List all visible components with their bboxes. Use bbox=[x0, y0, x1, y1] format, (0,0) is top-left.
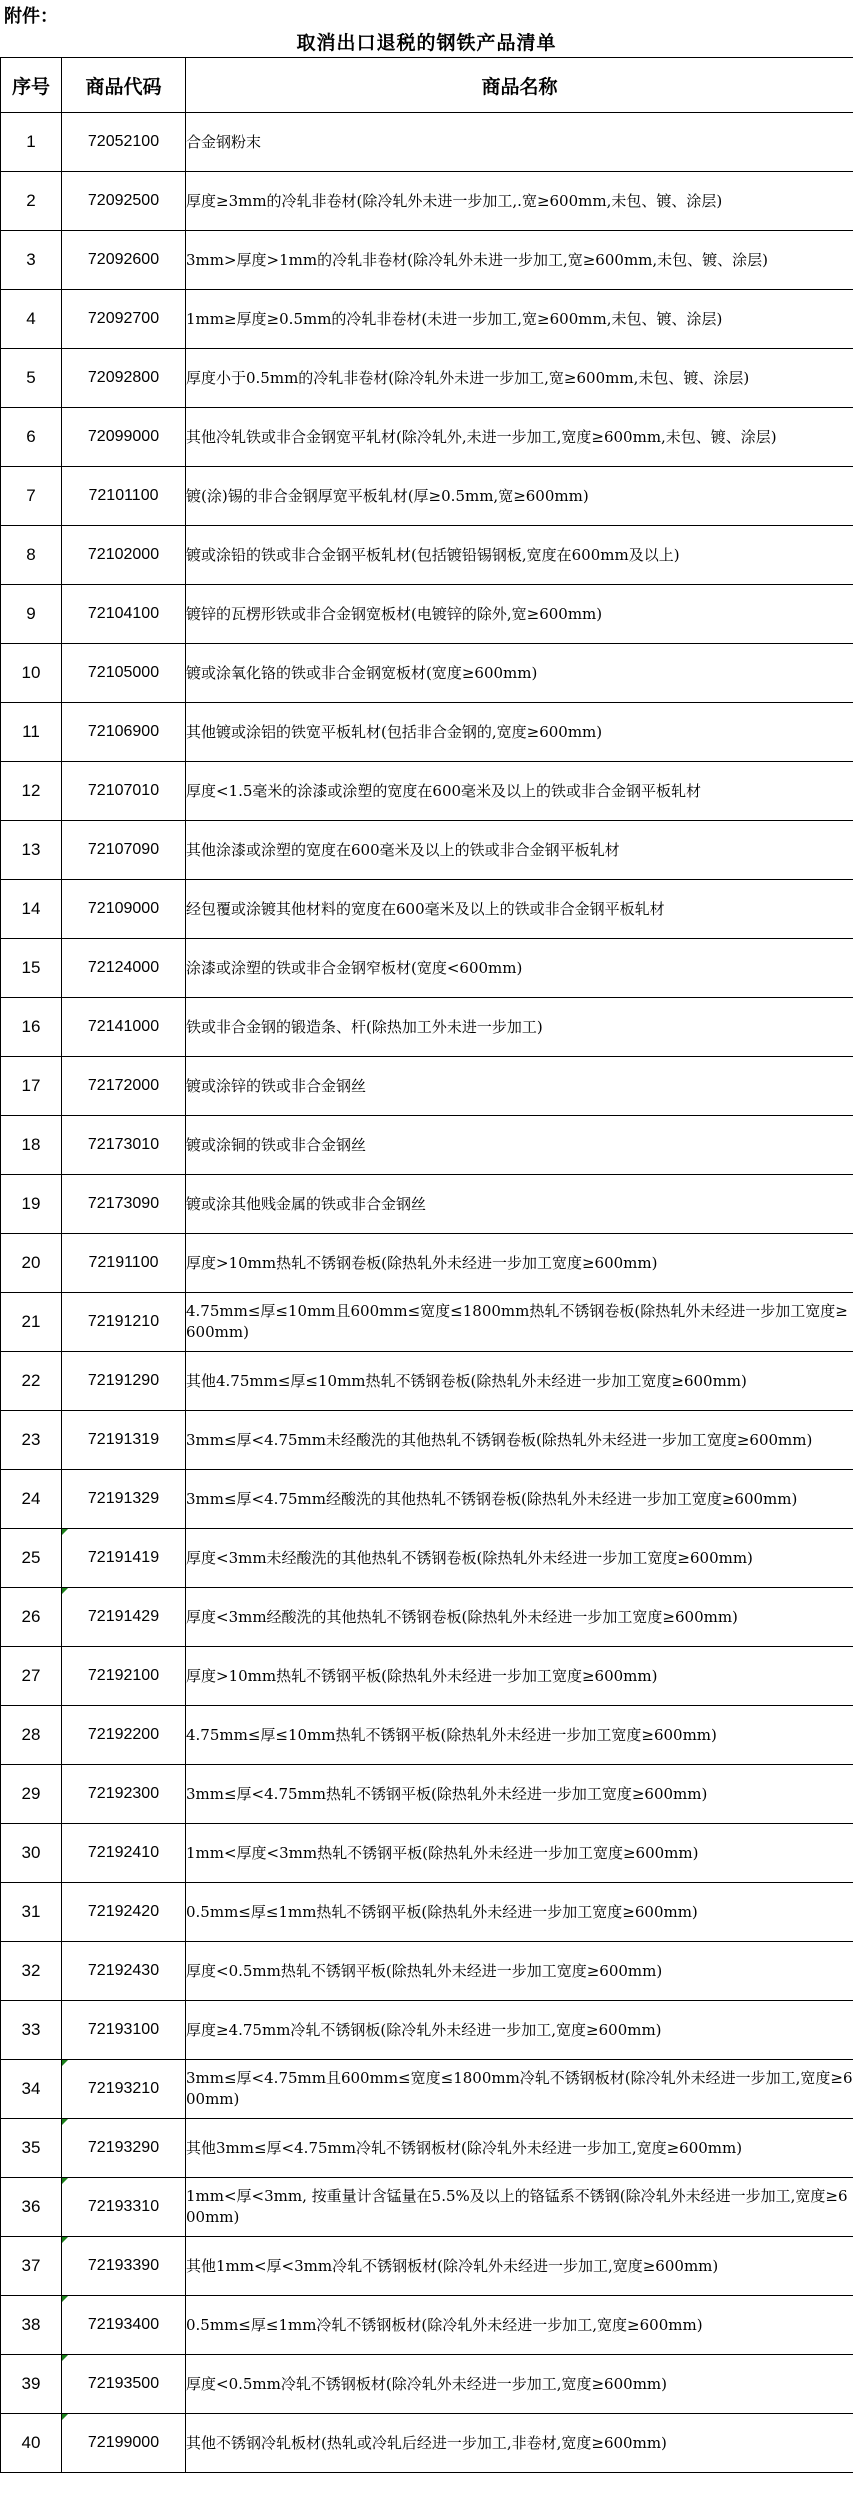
product-code-cell: 72193210 bbox=[62, 2060, 186, 2119]
product-code-cell: 72191319 bbox=[62, 1411, 186, 1470]
product-code-cell: 72101100 bbox=[62, 467, 186, 526]
table-row bbox=[1, 2237, 853, 2296]
serial-number-cell: 3 bbox=[1, 231, 62, 290]
document-title: 取消出口退税的钢铁产品清单 bbox=[296, 32, 557, 54]
serial-number-cell: 5 bbox=[1, 349, 62, 408]
table-row bbox=[1, 585, 853, 644]
table-row bbox=[1, 1293, 853, 1352]
product-code-cell: 72102000 bbox=[62, 526, 186, 585]
table-header-row bbox=[1, 58, 853, 113]
column-header-code: 商品代码 bbox=[62, 58, 186, 113]
product-name-cell: 4.75mm≤厚≤10mm热轧不锈钢平板(除热轧外未经进一步加工宽度≥600mm) bbox=[186, 1706, 853, 1765]
product-code-cell: 72141000 bbox=[62, 998, 186, 1057]
table-row bbox=[1, 526, 853, 585]
product-code-cell: 72191329 bbox=[62, 1470, 186, 1529]
product-name-cell: 其他镀或涂铝的铁宽平板轧材(包括非合金钢的,宽度≥600mm) bbox=[186, 703, 853, 762]
serial-number-cell: 24 bbox=[1, 1470, 62, 1529]
product-name-cell: 0.5mm≤厚≤1mm热轧不锈钢平板(除热轧外未经进一步加工宽度≥600mm) bbox=[186, 1883, 853, 1942]
attachment-label: 附件： bbox=[4, 6, 58, 27]
serial-number-cell: 32 bbox=[1, 1942, 62, 2001]
serial-number-cell: 21 bbox=[1, 1293, 62, 1352]
serial-number-cell: 20 bbox=[1, 1234, 62, 1293]
table-row bbox=[1, 1942, 853, 2001]
serial-number-cell: 16 bbox=[1, 998, 62, 1057]
table-row bbox=[1, 290, 853, 349]
product-name-cell: 其他不锈钢冷轧板材(热轧或冷轧后经进一步加工,非卷材,宽度≥600mm) bbox=[186, 2414, 853, 2473]
serial-number-cell: 27 bbox=[1, 1647, 62, 1706]
serial-number-cell: 13 bbox=[1, 821, 62, 880]
product-name-cell: 3mm≤厚<4.75mm未经酸洗的其他热轧不锈钢卷板(除热轧外未经进一步加工宽度≥600mm) bbox=[186, 1411, 853, 1470]
serial-number-cell: 17 bbox=[1, 1057, 62, 1116]
product-code-cell: 72193310 bbox=[62, 2178, 186, 2237]
product-code-cell: 72191290 bbox=[62, 1352, 186, 1411]
serial-number-cell: 36 bbox=[1, 2178, 62, 2237]
serial-number-cell: 2 bbox=[1, 172, 62, 231]
serial-number-cell: 19 bbox=[1, 1175, 62, 1234]
product-name-cell: 厚度<3mm未经酸洗的其他热轧不锈钢卷板(除热轧外未经进一步加工宽度≥600mm) bbox=[186, 1529, 853, 1588]
product-name-cell: 其他涂漆或涂塑的宽度在600毫米及以上的铁或非合金钢平板轧材 bbox=[186, 821, 853, 880]
product-code-cell: 72052100 bbox=[62, 113, 186, 172]
serial-number-cell: 31 bbox=[1, 1883, 62, 1942]
product-code-cell: 72199000 bbox=[62, 2414, 186, 2473]
product-name-cell: 其他1mm<厚<3mm冷轧不锈钢板材(除冷轧外未经进一步加工,宽度≥600mm) bbox=[186, 2237, 853, 2296]
serial-number-cell: 18 bbox=[1, 1116, 62, 1175]
table-row bbox=[1, 349, 853, 408]
product-name-cell: 镀锌的瓦楞形铁或非合金钢宽板材(电镀锌的除外,宽≥600mm) bbox=[186, 585, 853, 644]
serial-number-cell: 23 bbox=[1, 1411, 62, 1470]
serial-number-cell: 10 bbox=[1, 644, 62, 703]
table-row bbox=[1, 644, 853, 703]
product-code-cell: 72107090 bbox=[62, 821, 186, 880]
serial-number-cell: 28 bbox=[1, 1706, 62, 1765]
product-name-cell: 镀或涂氧化铬的铁或非合金钢宽板材(宽度≥600mm) bbox=[186, 644, 853, 703]
table-row bbox=[1, 1706, 853, 1765]
product-code-cell: 72092700 bbox=[62, 290, 186, 349]
table-row bbox=[1, 2060, 853, 2119]
product-name-cell: 1mm≥厚度≥0.5mm的冷轧非卷材(未进一步加工,宽≥600mm,未包、镀、涂层) bbox=[186, 290, 853, 349]
product-name-cell: 涂漆或涂塑的铁或非合金钢窄板材(宽度<600mm) bbox=[186, 939, 853, 998]
serial-number-cell: 40 bbox=[1, 2414, 62, 2473]
product-name-cell: 厚度<0.5mm热轧不锈钢平板(除热轧外未经进一步加工宽度≥600mm) bbox=[186, 1942, 853, 2001]
product-code-cell: 72192300 bbox=[62, 1765, 186, 1824]
product-name-cell: 厚度>10mm热轧不锈钢平板(除热轧外未经进一步加工宽度≥600mm) bbox=[186, 1647, 853, 1706]
table-row bbox=[1, 2001, 853, 2060]
product-name-cell: 镀(涂)锡的非合金钢厚宽平板轧材(厚≥0.5mm,宽≥600mm) bbox=[186, 467, 853, 526]
product-code-cell: 72192100 bbox=[62, 1647, 186, 1706]
product-name-cell: 厚度≥4.75mm冷轧不锈钢板(除冷轧外未经进一步加工,宽度≥600mm) bbox=[186, 2001, 853, 2060]
serial-number-cell: 8 bbox=[1, 526, 62, 585]
serial-number-cell: 30 bbox=[1, 1824, 62, 1883]
product-name-cell: 0.5mm≤厚≤1mm冷轧不锈钢板材(除冷轧外未经进一步加工,宽度≥600mm) bbox=[186, 2296, 853, 2355]
serial-number-cell: 38 bbox=[1, 2296, 62, 2355]
table-row bbox=[1, 2355, 853, 2414]
product-code-cell: 72192420 bbox=[62, 1883, 186, 1942]
table-row bbox=[1, 113, 853, 172]
product-code-cell: 72099000 bbox=[62, 408, 186, 467]
product-code-cell: 72104100 bbox=[62, 585, 186, 644]
table-row bbox=[1, 1411, 853, 1470]
product-code-cell: 72124000 bbox=[62, 939, 186, 998]
serial-number-cell: 6 bbox=[1, 408, 62, 467]
product-code-cell: 72191429 bbox=[62, 1588, 186, 1647]
table-row bbox=[1, 1765, 853, 1824]
product-code-cell: 72173010 bbox=[62, 1116, 186, 1175]
product-code-cell: 72092600 bbox=[62, 231, 186, 290]
product-name-cell: 镀或涂其他贱金属的铁或非合金钢丝 bbox=[186, 1175, 853, 1234]
product-code-cell: 72107010 bbox=[62, 762, 186, 821]
table-row bbox=[1, 1352, 853, 1411]
page-header bbox=[0, 0, 853, 57]
table-row bbox=[1, 1470, 853, 1529]
product-name-cell: 厚度<3mm经酸洗的其他热轧不锈钢卷板(除热轧外未经进一步加工宽度≥600mm) bbox=[186, 1588, 853, 1647]
product-name-cell: 3mm>厚度>1mm的冷轧非卷材(除冷轧外未进一步加工,宽≥600mm,未包、镀、涂层) bbox=[186, 231, 853, 290]
product-name-cell: 3mm≤厚<4.75mm且600mm≤宽度≤1800mm冷轧不锈钢板材(除冷轧外未经进一步加工,宽度≥600mm) bbox=[186, 2060, 853, 2119]
product-code-cell: 72105000 bbox=[62, 644, 186, 703]
product-name-cell: 厚度≥3mm的冷轧非卷材(除冷轧外未进一步加工,.宽≥600mm,未包、镀、涂层) bbox=[186, 172, 853, 231]
serial-number-cell: 29 bbox=[1, 1765, 62, 1824]
serial-number-cell: 39 bbox=[1, 2355, 62, 2414]
product-code-cell: 72106900 bbox=[62, 703, 186, 762]
table-row bbox=[1, 1824, 853, 1883]
product-name-cell: 其他冷轧铁或非合金钢宽平轧材(除冷轧外,未进一步加工,宽度≥600mm,未包、镀、涂层) bbox=[186, 408, 853, 467]
product-name-cell: 1mm<厚度<3mm热轧不锈钢平板(除热轧外未经进一步加工宽度≥600mm) bbox=[186, 1824, 853, 1883]
table-row bbox=[1, 939, 853, 998]
product-name-cell: 其他4.75mm≤厚≤10mm热轧不锈钢卷板(除热轧外未经进一步加工宽度≥600mm) bbox=[186, 1352, 853, 1411]
serial-number-cell: 15 bbox=[1, 939, 62, 998]
product-name-cell: 合金钢粉末 bbox=[186, 113, 853, 172]
table-row bbox=[1, 1588, 853, 1647]
product-code-cell: 72191100 bbox=[62, 1234, 186, 1293]
serial-number-cell: 22 bbox=[1, 1352, 62, 1411]
table-row bbox=[1, 172, 853, 231]
table-row bbox=[1, 1529, 853, 1588]
serial-number-cell: 37 bbox=[1, 2237, 62, 2296]
product-name-cell: 镀或涂锌的铁或非合金钢丝 bbox=[186, 1057, 853, 1116]
product-code-cell: 72173090 bbox=[62, 1175, 186, 1234]
column-header-serial: 序号 bbox=[1, 58, 62, 113]
product-table bbox=[0, 57, 853, 2473]
table-row bbox=[1, 1647, 853, 1706]
table-row bbox=[1, 231, 853, 290]
table-row bbox=[1, 2119, 853, 2178]
product-name-cell: 3mm≤厚<4.75mm热轧不锈钢平板(除热轧外未经进一步加工宽度≥600mm) bbox=[186, 1765, 853, 1824]
product-name-cell: 铁或非合金钢的锻造条、杆(除热加工外未进一步加工) bbox=[186, 998, 853, 1057]
product-code-cell: 72092500 bbox=[62, 172, 186, 231]
product-code-cell: 72172000 bbox=[62, 1057, 186, 1116]
serial-number-cell: 11 bbox=[1, 703, 62, 762]
product-name-cell: 3mm≤厚<4.75mm经酸洗的其他热轧不锈钢卷板(除热轧外未经进一步加工宽度≥600mm) bbox=[186, 1470, 853, 1529]
table-body bbox=[1, 113, 853, 2473]
table-row bbox=[1, 998, 853, 1057]
table-row bbox=[1, 1116, 853, 1175]
serial-number-cell: 26 bbox=[1, 1588, 62, 1647]
table-row bbox=[1, 467, 853, 526]
serial-number-cell: 33 bbox=[1, 2001, 62, 2060]
product-code-cell: 72092800 bbox=[62, 349, 186, 408]
product-name-cell: 镀或涂铅的铁或非合金钢平板轧材(包括镀铅锡钢板,宽度在600mm及以上) bbox=[186, 526, 853, 585]
product-name-cell: 4.75mm≤厚≤10mm且600mm≤宽度≤1800mm热轧不锈钢卷板(除热轧外未经进一步加工宽度≥600mm) bbox=[186, 1293, 853, 1352]
column-header-name: 商品名称 bbox=[186, 58, 853, 113]
product-name-cell: 厚度<1.5毫米的涂漆或涂塑的宽度在600毫米及以上的铁或非合金钢平板轧材 bbox=[186, 762, 853, 821]
product-code-cell: 72193390 bbox=[62, 2237, 186, 2296]
table-row bbox=[1, 1057, 853, 1116]
product-code-cell: 72191210 bbox=[62, 1293, 186, 1352]
serial-number-cell: 12 bbox=[1, 762, 62, 821]
table-row bbox=[1, 408, 853, 467]
product-name-cell: 厚度<0.5mm冷轧不锈钢板材(除冷轧外未经进一步加工,宽度≥600mm) bbox=[186, 2355, 853, 2414]
product-code-cell: 72193400 bbox=[62, 2296, 186, 2355]
product-code-cell: 72193290 bbox=[62, 2119, 186, 2178]
table-row bbox=[1, 1175, 853, 1234]
serial-number-cell: 9 bbox=[1, 585, 62, 644]
table-row bbox=[1, 1234, 853, 1293]
table-row bbox=[1, 2178, 853, 2237]
table-row bbox=[1, 1883, 853, 1942]
product-code-cell: 72191419 bbox=[62, 1529, 186, 1588]
serial-number-cell: 4 bbox=[1, 290, 62, 349]
table-row bbox=[1, 2414, 853, 2473]
product-code-cell: 72109000 bbox=[62, 880, 186, 939]
serial-number-cell: 14 bbox=[1, 880, 62, 939]
table-row bbox=[1, 762, 853, 821]
table-row bbox=[1, 821, 853, 880]
product-code-cell: 72193500 bbox=[62, 2355, 186, 2414]
table-row bbox=[1, 703, 853, 762]
table-row bbox=[1, 2296, 853, 2355]
serial-number-cell: 35 bbox=[1, 2119, 62, 2178]
product-name-cell: 1mm<厚<3mm, 按重量计含锰量在5.5%及以上的铬锰系不锈钢(除冷轧外未经进一步加工,宽度≥600mm) bbox=[186, 2178, 853, 2237]
product-name-cell: 镀或涂铜的铁或非合金钢丝 bbox=[186, 1116, 853, 1175]
serial-number-cell: 25 bbox=[1, 1529, 62, 1588]
table-row bbox=[1, 880, 853, 939]
product-code-cell: 72192430 bbox=[62, 1942, 186, 2001]
serial-number-cell: 34 bbox=[1, 2060, 62, 2119]
product-code-cell: 72192410 bbox=[62, 1824, 186, 1883]
product-name-cell: 厚度>10mm热轧不锈钢卷板(除热轧外未经进一步加工宽度≥600mm) bbox=[186, 1234, 853, 1293]
product-name-cell: 其他3mm≤厚<4.75mm冷轧不锈钢板材(除冷轧外未经进一步加工,宽度≥600mm) bbox=[186, 2119, 853, 2178]
product-name-cell: 厚度小于0.5mm的冷轧非卷材(除冷轧外未进一步加工,宽≥600mm,未包、镀、涂层) bbox=[186, 349, 853, 408]
product-name-cell: 经包覆或涂镀其他材料的宽度在600毫米及以上的铁或非合金钢平板轧材 bbox=[186, 880, 853, 939]
serial-number-cell: 1 bbox=[1, 113, 62, 172]
product-code-cell: 72192200 bbox=[62, 1706, 186, 1765]
serial-number-cell: 7 bbox=[1, 467, 62, 526]
product-code-cell: 72193100 bbox=[62, 2001, 186, 2060]
